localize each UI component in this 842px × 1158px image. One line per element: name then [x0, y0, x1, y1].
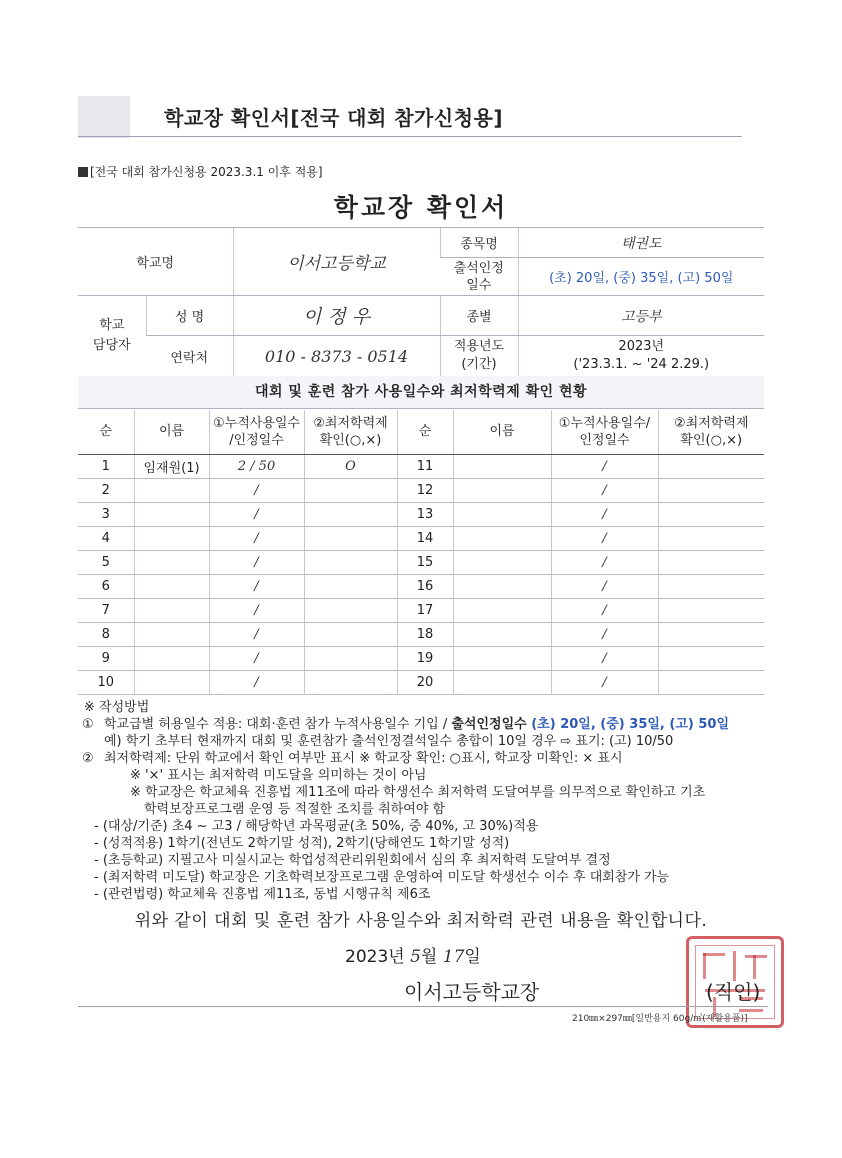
instruction-item-1 — [82, 716, 772, 733]
row-check — [304, 502, 397, 526]
document-header — [78, 96, 742, 138]
date-day-unit: 일 — [464, 947, 481, 967]
row-days-2: / — [551, 550, 658, 574]
header-check: ②최저학력제 확인(○,×) — [304, 410, 397, 454]
row-name — [134, 478, 209, 502]
category-label: 종별 — [440, 296, 518, 336]
date-year: 2023년 — [345, 947, 405, 967]
table-row — [78, 526, 764, 550]
row-no: 5 — [78, 550, 134, 574]
row-days: / — [209, 598, 304, 622]
period-year: 2023년 — [618, 339, 665, 354]
seal-stroke — [703, 953, 725, 956]
paper-specification: 210㎜×297㎜[일반용지 60g/㎡(재활용품)] — [572, 1014, 748, 1024]
confirmation-statement: 위와 같이 대회 및 훈련 참가 사용일수와 최저학력 관련 내용을 확인합니다. — [134, 911, 708, 931]
row-name-2 — [453, 622, 551, 646]
date-month-value: 5 — [410, 947, 421, 967]
row-check-2 — [658, 550, 764, 574]
row-name-2 — [453, 646, 551, 670]
row-no: 3 — [78, 502, 134, 526]
usage-table-body — [78, 454, 764, 694]
contact-value: 010 - 8373 - 0514 — [233, 336, 440, 377]
application-note-text: [전국 대회 참가신청용 2023.3.1 이후 적용] — [90, 165, 323, 179]
instruction-dash-2: - (성적적용) 1학기(전년도 2학기말 성적), 2학기(당해연도 1학기말 성적) — [94, 836, 510, 851]
instructions-heading: ※ 작성방법 — [84, 700, 150, 715]
bottom-divider — [78, 1006, 768, 1007]
header-shade — [78, 96, 130, 138]
row-days: / — [209, 622, 304, 646]
row-name-2 — [453, 670, 551, 694]
sport-label: 종목명 — [440, 228, 518, 258]
row-no-2: 13 — [397, 502, 453, 526]
header-days: ①누적사용일수 /인정일수 — [209, 410, 304, 454]
row-days: / — [209, 502, 304, 526]
table-row — [78, 574, 764, 598]
contact-label: 연락처 — [146, 336, 233, 377]
attendance-label: 출석인정 일수 — [440, 258, 518, 296]
row-days-2: / — [551, 574, 658, 598]
row-name — [134, 622, 209, 646]
row-check — [304, 622, 397, 646]
usage-table — [78, 410, 764, 695]
instruction-2-note-2: ※ 학교장은 학교체육 진흥법 제11조에 따라 학생선수 최저학력 도달여부를 의무적으로 확인하고 기초 — [130, 785, 706, 800]
date-day-value: 17 — [442, 947, 465, 967]
row-no-2: 14 — [397, 526, 453, 550]
principal-name: 이서고등학교장 — [404, 980, 540, 1004]
period-range: ('23.3.1. ~ '24 2.29.) — [573, 357, 710, 372]
row-no-2: 19 — [397, 646, 453, 670]
row-check-2 — [658, 526, 764, 550]
instruction-2-text: 최저학력제: 단위 학교에서 확인 여부만 표시 ※ 학교장 확인: ○표시, 학교장 미확인: × 표시 — [104, 751, 623, 766]
instruction-item-2 — [82, 750, 772, 767]
instruction-dash-4: - (최저학력 미도달) 학교장은 기초학력보장프로그램 운영하여 미도달 학생선수 이수 후 대회참가 가능 — [94, 870, 670, 885]
row-days-2: / — [551, 454, 658, 478]
row-days: / — [209, 574, 304, 598]
row-no-2: 16 — [397, 574, 453, 598]
row-check — [304, 478, 397, 502]
row-name — [134, 598, 209, 622]
row-no-2: 20 — [397, 670, 453, 694]
row-no: 2 — [78, 478, 134, 502]
instruction-dash-1: - (대상/기준) 초4 ~ 고3 / 해당학년 과목평균(초 50%, 중 40%, 고 30%)적용 — [94, 819, 539, 834]
table-row — [78, 598, 764, 622]
row-name — [134, 574, 209, 598]
row-name-2 — [453, 598, 551, 622]
signature-date — [345, 942, 481, 967]
row-days-2: / — [551, 502, 658, 526]
period-value — [518, 336, 764, 377]
row-check-2 — [658, 454, 764, 478]
usage-table-header — [78, 410, 764, 454]
row-no: 4 — [78, 526, 134, 550]
row-check-2 — [658, 598, 764, 622]
row-no-2: 17 — [397, 598, 453, 622]
row-name-2 — [453, 478, 551, 502]
instruction-1-example: 예) 학기 초부터 현재까지 대회 및 훈련참가 출석인정결석일수 총합이 10일 경우 ⇨ 표기: (고) 10/50 — [104, 734, 674, 749]
header-check-2: ②최저학력제 확인(○,×) — [658, 410, 764, 454]
row-no-2: 18 — [397, 622, 453, 646]
row-name — [134, 646, 209, 670]
row-check-2 — [658, 646, 764, 670]
instruction-2-note-3: 학력보장프로그램 운영 등 적절한 조치를 취하여야 함 — [144, 802, 446, 817]
row-days-2: / — [551, 622, 658, 646]
writing-instructions — [82, 699, 772, 903]
row-name-2 — [453, 526, 551, 550]
square-bullet-icon — [78, 167, 88, 177]
row-no: 7 — [78, 598, 134, 622]
seal-label: (직인) — [706, 980, 761, 1004]
row-check — [304, 670, 397, 694]
instruction-1-text: 학교급별 허용일수 적용: 대회·훈련 참가 누적사용일수 기입 / — [104, 717, 452, 732]
row-check — [304, 574, 397, 598]
table-row — [78, 478, 764, 502]
person-in-charge-label: 학교 담당자 — [78, 296, 146, 377]
row-no: 8 — [78, 622, 134, 646]
instruction-2-note-1: ※ '×' 표시는 최저학력 미도달을 의미하는 것이 아님 — [130, 768, 427, 783]
row-name — [134, 502, 209, 526]
row-days: / — [209, 526, 304, 550]
row-no: 10 — [78, 670, 134, 694]
name-value: 이 정 우 — [233, 296, 440, 336]
row-check — [304, 646, 397, 670]
row-days-2: / — [551, 646, 658, 670]
name-label: 성 명 — [146, 296, 233, 336]
table-row — [78, 670, 764, 694]
application-note — [78, 163, 323, 180]
header-days-2: ①누적사용일수/ 인정일수 — [551, 410, 658, 454]
row-no-2: 12 — [397, 478, 453, 502]
row-days: / — [209, 670, 304, 694]
row-name: 임재원(1) — [134, 454, 209, 478]
row-check — [304, 598, 397, 622]
document-header-title: 학교장 확인서[전국 대회 참가신청용] — [164, 106, 503, 130]
row-days-2: / — [551, 598, 658, 622]
instruction-number-1: ① — [82, 717, 94, 732]
attendance-days-value: (초) 20일, (중) 35일, (고) 50일 — [518, 258, 764, 296]
row-check — [304, 550, 397, 574]
status-section-title: 대회 및 훈련 참가 사용일수와 최저학력제 확인 현황 — [78, 376, 764, 409]
row-check-2 — [658, 502, 764, 526]
row-check-2 — [658, 478, 764, 502]
row-check-2 — [658, 670, 764, 694]
row-name-2 — [453, 574, 551, 598]
school-name-label: 학교명 — [78, 228, 233, 296]
seal-stroke — [745, 955, 767, 958]
row-no: 1 — [78, 454, 134, 478]
row-check — [304, 526, 397, 550]
instruction-1-bold: 출석인정일수 — [451, 717, 527, 732]
table-row — [78, 646, 764, 670]
row-check-2 — [658, 574, 764, 598]
header-no-2: 순 — [397, 410, 453, 454]
instruction-dash-3: - (초등학교) 지필고사 미실시교는 학업성적관리위원회에서 심의 후 최저학력 도달여부 결정 — [94, 853, 611, 868]
row-days: / — [209, 550, 304, 574]
instruction-number-2: ② — [82, 751, 94, 766]
row-days-2: / — [551, 670, 658, 694]
row-days-2: / — [551, 478, 658, 502]
header-no: 순 — [78, 410, 134, 454]
header-name-2: 이름 — [453, 410, 551, 454]
row-no: 9 — [78, 646, 134, 670]
category-value: 고등부 — [518, 296, 764, 336]
school-info-table — [78, 227, 764, 377]
row-name — [134, 526, 209, 550]
sport-value: 태권도 — [518, 228, 764, 258]
table-row — [78, 622, 764, 646]
instruction-1-days: (초) 20일, (중) 35일, (고) 50일 — [526, 717, 730, 732]
table-row — [78, 550, 764, 574]
row-check: O — [304, 454, 397, 478]
row-days-2: / — [551, 526, 658, 550]
row-no: 6 — [78, 574, 134, 598]
form-title: 학교장 확인서 — [333, 193, 509, 222]
date-month-unit: 월 — [420, 947, 438, 967]
header-name: 이름 — [134, 410, 209, 454]
row-name-2 — [453, 502, 551, 526]
header-divider — [78, 136, 742, 137]
table-row — [78, 454, 764, 478]
row-no-2: 11 — [397, 454, 453, 478]
school-name-value: 이서고등학교 — [233, 228, 440, 296]
instruction-dash-5: - (관련법령) 학교체육 진흥법 제11조, 동법 시행규칙 제6조 — [94, 887, 431, 902]
row-days: / — [209, 478, 304, 502]
row-name — [134, 550, 209, 574]
table-row — [78, 502, 764, 526]
row-name — [134, 670, 209, 694]
row-name-2 — [453, 550, 551, 574]
period-label: 적용년도 (기간) — [440, 336, 518, 377]
row-name-2 — [453, 454, 551, 478]
row-no-2: 15 — [397, 550, 453, 574]
row-days: / — [209, 646, 304, 670]
row-days: 2 / 50 — [209, 454, 304, 478]
row-check-2 — [658, 622, 764, 646]
